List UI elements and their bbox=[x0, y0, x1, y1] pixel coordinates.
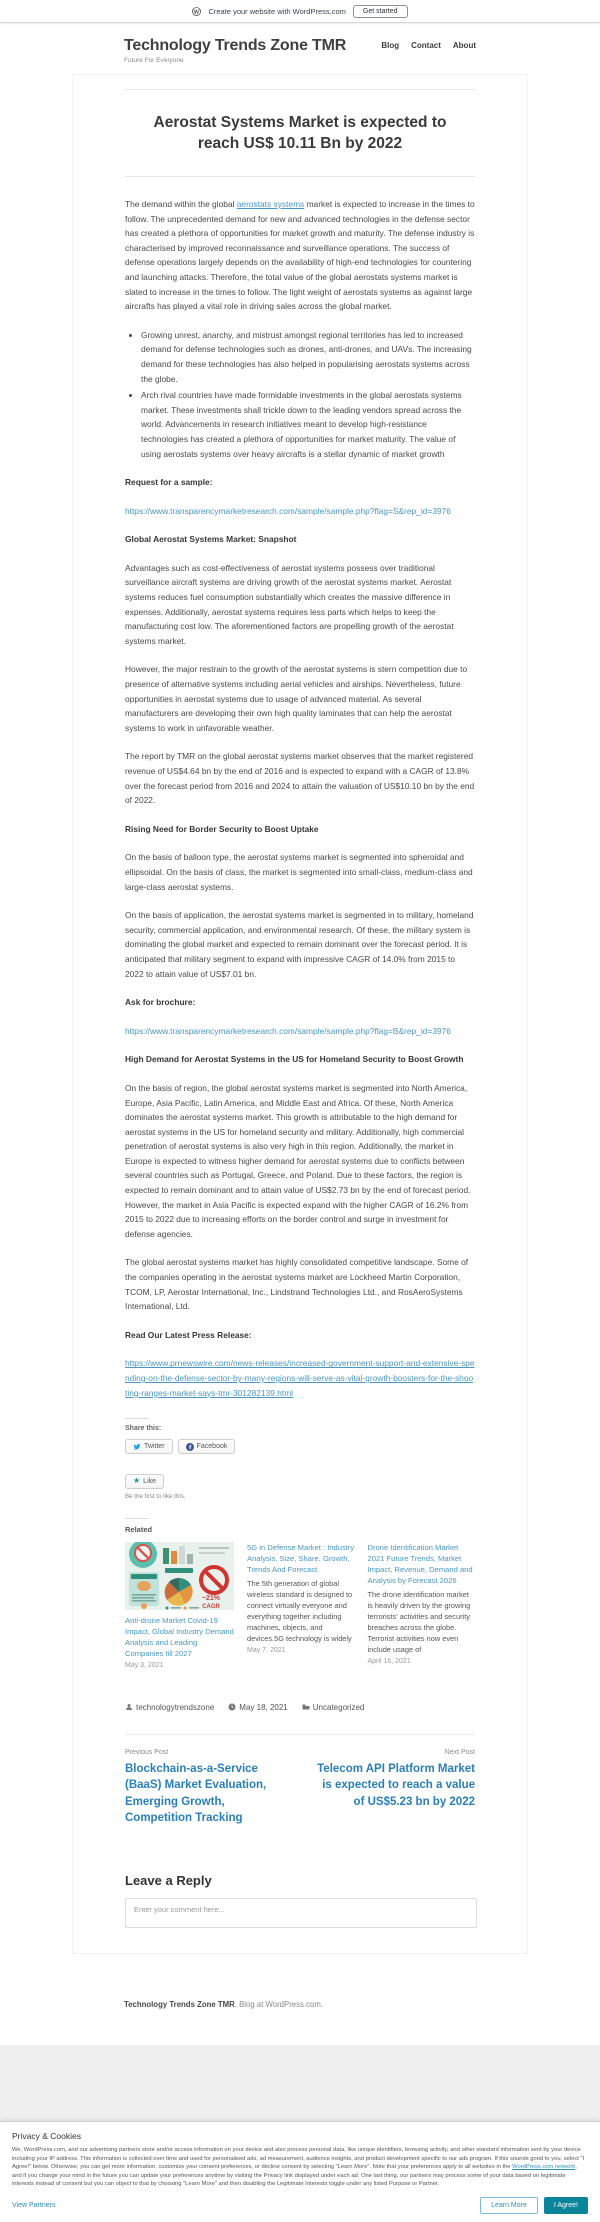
mini-divider bbox=[125, 1418, 149, 1419]
privacy-text-after: , and if you change your mind in the future you can update your preferences anytime by visiting the Privacy link displayed under each ad. One last thing, our partners may process some of your data based on legitimate interests instead of consent but you can object to that by choosing "Learn More" and then disabling the Legitimate Interests toggle under any listed Purpose or Partner. bbox=[12, 2164, 577, 2188]
site-branding bbox=[124, 37, 346, 64]
paragraph: On the basis of application, the aerostat systems market is segmented in to military, homeland security, commercial application, and environmental research. Of these, the military system is dominating the global market and expected to remain dominant over the forecast period. It is anticipated that military segment to expand with impressive CAGR of 14.0% from 2015 to 2022 to attain value of US$7.01 bn. bbox=[125, 910, 474, 979]
related-post-title[interactable]: 5G in Defense Market : Industry Analysis, Size, Share, Growth, Trends And Forecast bbox=[247, 1542, 355, 1574]
clock-icon bbox=[228, 1703, 236, 1711]
privacy-text-before: We, WordPress.com, and our advertising partners store and/or access information on your device and also process personal data, like unique identifiers, browsing activity, and other standard information sent by your device including your IP address. This information is collected over time and used for personalised ads, ad measurement, audience insights, and product development specific to our ads program. If this sounds good to you, select "I Agree!" below. Otherwise, you can get more information, customize your consent preferences, or decline consent by selecting "Learn More". Note that your preferences apply to all websites in the bbox=[12, 2147, 585, 2171]
i-agree-button[interactable]: I Agree! bbox=[544, 2197, 588, 2214]
brochure-link[interactable]: https://www.transparencymarketresearch.com/sample/sample.php?flag=B&rep_id=3976 bbox=[125, 1025, 451, 1036]
wordpress-logo-icon bbox=[192, 7, 201, 16]
related-post-2 bbox=[247, 1542, 355, 1669]
paragraph: The report by TMR on the global aerostat systems market observes that the market registered revenue of US$4.64 bn by the end of 2016 and is expected to expand with a CAGR of 13.8% over the forecast period from 2016 and 2024 to attain the valuation of US$10.10 bn by the end of 2022. bbox=[125, 751, 475, 806]
nav-item-about[interactable]: About bbox=[452, 41, 476, 50]
brochure-heading: Ask for brochure: bbox=[125, 997, 196, 1008]
press-release-heading: Read Our Latest Press Release: bbox=[125, 1329, 252, 1340]
post-title: Aerostat Systems Market is expected to reach US$ 10.11 Bn by 2022 bbox=[153, 114, 447, 152]
nav-item-blog[interactable]: Blog bbox=[381, 41, 400, 50]
anti-drone-infographic-thumbnail[interactable] bbox=[125, 1542, 234, 1610]
intro-text-after: market is expected to increase in the times to follow. The unprecedented demand for new and advanced technologies in the defense sector has created a plethora of opportunities for market growth and maturity. The defense industry is characterised by improved reconnaissance and surveillance operations. The success of defense operations largely depends on the availability of high-end technologies for countering and launching attacks. Therefore, the total value of the global aerostats systems market is slated to increase in the times to follow. The light weight of aerostats systems as against large aircrafts has played a vital role in driving sales across the global market. bbox=[125, 199, 475, 312]
author-meta[interactable] bbox=[125, 1703, 214, 1712]
related-post-date: April 16, 2021 bbox=[367, 1657, 411, 1665]
author-icon bbox=[125, 1703, 133, 1711]
wordpress-top-bar bbox=[0, 0, 600, 23]
twitter-button-label: Twitter bbox=[144, 1443, 165, 1451]
share-buttons bbox=[125, 1439, 475, 1454]
related-post-excerpt: The 5th generation of global wireless standard is designed to connect virtually everyone and everything together including machines, objects, and devices.5G technology is widely bbox=[247, 1578, 353, 1643]
top-bar-message: Create your website with WordPress.com bbox=[208, 6, 346, 16]
related-post-3 bbox=[368, 1542, 476, 1669]
previous-post bbox=[125, 1749, 290, 1827]
request-sample-heading: Request for a sample: bbox=[125, 477, 213, 488]
related-post-title[interactable]: Drone Identification Market 2021 Future Trends, Market Impact, Revenue, Demand and Analysis by Forecast 2026 bbox=[367, 1542, 473, 1585]
site-header bbox=[124, 37, 476, 64]
site-nav bbox=[381, 41, 476, 50]
facebook-icon bbox=[186, 1443, 194, 1451]
date-meta[interactable] bbox=[228, 1703, 287, 1712]
site-tagline: Future For Everyone bbox=[124, 57, 184, 64]
related-post-date: May 7, 2021 bbox=[247, 1646, 286, 1654]
footer-credit: , Blog at WordPress.com. bbox=[234, 1999, 324, 2009]
next-post-link[interactable]: Telecom API Platform Market is expected to reach a value of US$5.23 bn by 2022 bbox=[317, 1762, 475, 1808]
nav-item-contact[interactable]: Contact bbox=[411, 41, 441, 50]
sample-link[interactable]: https://www.transparencymarketresearch.com/sample/sample.php?flag=S&rep_id=3976 bbox=[125, 505, 451, 516]
wordpress-network-link[interactable]: WordPress.com network bbox=[512, 2164, 576, 2171]
related-post-excerpt: The drone identification market is heavily driven by the growing terrorists' activities and security breaches across the globe. Terrorist activities now even include usage of bbox=[367, 1589, 471, 1654]
aerostats-systems-link[interactable]: aerostats systems bbox=[236, 199, 305, 209]
share-label: Share this: bbox=[125, 1425, 162, 1433]
snapshot-heading: Global Aerostat Systems Market: Snapshot bbox=[125, 534, 297, 545]
site-title[interactable]: Technology Trends Zone TMR bbox=[124, 37, 347, 54]
privacy-text bbox=[12, 2146, 588, 2189]
bullet-list bbox=[141, 328, 475, 461]
category-meta[interactable] bbox=[302, 1703, 365, 1712]
previous-post-label: Previous Post bbox=[125, 1748, 169, 1756]
leave-a-reply-heading: Leave a Reply bbox=[125, 1872, 212, 1888]
intro-paragraph bbox=[125, 197, 475, 314]
divider bbox=[125, 176, 475, 177]
related-label: Related bbox=[125, 1524, 153, 1534]
border-security-heading: Rising Need for Border Security to Boost Uptake bbox=[125, 823, 319, 834]
svg-text:CAGR: CAGR bbox=[202, 1603, 220, 1610]
folder-icon bbox=[302, 1703, 310, 1711]
svg-text:~21%: ~21% bbox=[201, 1594, 221, 1602]
view-partners-link[interactable]: View Partners bbox=[12, 2202, 56, 2209]
privacy-heading: Privacy & Cookies bbox=[12, 2131, 81, 2142]
related-post-title[interactable]: Anti-drone Market Covid-19 Impact, Global Industry Demand Analysis and Leading Companies till 2027 bbox=[125, 1615, 234, 1658]
paragraph: The global aerostat systems market has highly consolidated competitive landscape. Some of the companies operating in the aerostat systems market are Lockheed Martin Corporation, TCOM, LP, Aerostar International, Inc., Lindstrand Technologies Ltd., and RosAeroSystems International, Ltd. bbox=[125, 1257, 469, 1312]
category-name: Uncategorized bbox=[312, 1702, 365, 1712]
bullet-item: • Growing unrest, anarchy, and mistrust amongst regional territories has led to increased demand for defense technologies such as drones, anti-drones, and UAVs. The increasing demand for these technologies has also helped in popularising aerostats systems across the globe. bbox=[141, 328, 475, 386]
paragraph: On the basis of region, the global aerostat systems market is segmented into North America, Europe, Asia Pacific, Latin America, and Middle East and Africa. Of these, North America dominates the aerostat systems market. This growth is attributable to the high demand for aerostat systems in the US for homeland security and military. Additionally, high commercial penetration of aerostat systems is also very high in this region. Additionally, the market in Europe is expected to witness higher demand for aerostat systems due to conflicts between several countries such as Portugal, Greece, and Poland. Due to these factors, the region is expected to remain dominant and to attain value of US$2.73 bn by the end of forecast period. However, the market in Asia Pacific is expected expand with the higher CAGR of 16.2% from 2015 to 2022 due to increasing efforts on the border control and surge in investment for defense agencies. bbox=[125, 1082, 471, 1239]
related-post-date: May 3, 2021 bbox=[125, 1661, 164, 1669]
page-background-gap bbox=[0, 2045, 600, 2121]
share-facebook-button[interactable] bbox=[178, 1439, 236, 1454]
article-body bbox=[125, 197, 475, 1400]
paragraph: However, the major restrain to the growth of the aerostat systems is stern competition due to presence of alternative systems including aerial vehicles and airships. Nevertheless, future opportunities in aerostat systems due to usage of advanced material. As several manufacturers are developing their own high quality laminates that can help the aerostat systems to work in unfavorable weather. bbox=[125, 664, 468, 733]
us-demand-heading: High Demand for Aerostat Systems in the US for Homeland Security to Boost Growth bbox=[125, 1054, 464, 1065]
previous-post-link[interactable]: Blockchain-as-a-Service (BaaS) Market Evaluation, Emerging Growth, Competition Tracking bbox=[125, 1762, 267, 1825]
bullet-item: • Arch rival countries have made formidable investments in the global aerostats systems market. These investments shall trickle down to the leading vendors spread across the world. Advancements in research initiatives meant to develop high-resistance technologies has created a plethora of opportunities for market maturity. The value of using aerostats systems over heavy aircrafts is a stellar dynamic of market growth bbox=[141, 388, 475, 461]
mini-divider bbox=[125, 1518, 149, 1519]
author-name: technologytrendszone bbox=[136, 1702, 215, 1712]
like-hint: Be the first to like this. bbox=[125, 1492, 186, 1500]
intro-text-before: The demand within the global bbox=[125, 199, 237, 209]
article-card bbox=[72, 74, 528, 1954]
related-posts bbox=[125, 1542, 475, 1669]
footer-site-name[interactable]: Technology Trends Zone TMR bbox=[124, 1999, 235, 2009]
star-icon: ★ bbox=[133, 1476, 141, 1486]
share-twitter-button[interactable] bbox=[125, 1439, 173, 1454]
site-footer bbox=[124, 2000, 476, 2009]
next-post-label: Next Post bbox=[444, 1748, 475, 1756]
comment-input[interactable] bbox=[125, 1898, 477, 1928]
paragraph: On the basis of balloon type, the aerostat systems market is segmented into spheroidal and ellipsoidal. On the basis of class, the market is segmented into small-class, medium-class and large-class aerostat systems. bbox=[125, 852, 473, 892]
twitter-icon bbox=[133, 1443, 141, 1451]
privacy-actions bbox=[12, 2197, 588, 2214]
press-release-link[interactable]: https://www.prnewswire.com/news-releases/increased-government-support-and-extensive-spending-on-the-defense-sector-by-many-regions-will-serve-as-vital-growth-boosters-for-the-shooting-ranges-market-says-tmr-301282139.html bbox=[125, 1358, 475, 1398]
facebook-button-label: Facebook bbox=[196, 1443, 228, 1451]
learn-more-button[interactable]: Learn More bbox=[480, 2197, 538, 2214]
related-post-1 bbox=[125, 1542, 234, 1669]
privacy-cookies-banner bbox=[0, 2121, 600, 2222]
post-date: May 18, 2021 bbox=[239, 1702, 288, 1712]
divider bbox=[125, 89, 475, 90]
get-started-button[interactable]: Get started bbox=[353, 5, 408, 18]
post-meta bbox=[125, 1703, 475, 1712]
like-button-label: Like bbox=[143, 1477, 157, 1485]
paragraph: Advantages such as cost-effectiveness of aerostat systems possess over traditional surveillance aircraft systems are driving growth of the aerostat systems market. Aerostat systems reduces fuel consumption substantially which creates the massive difference in expenses. Additionally, aerostat systems requires less parts which helps to keep the manufacturing cost low. The aforementioned factors are propelling growth of the aerostat systems market. bbox=[125, 562, 454, 646]
like-button[interactable] bbox=[125, 1474, 164, 1489]
post-navigation bbox=[125, 1734, 475, 1827]
next-post bbox=[311, 1749, 476, 1827]
